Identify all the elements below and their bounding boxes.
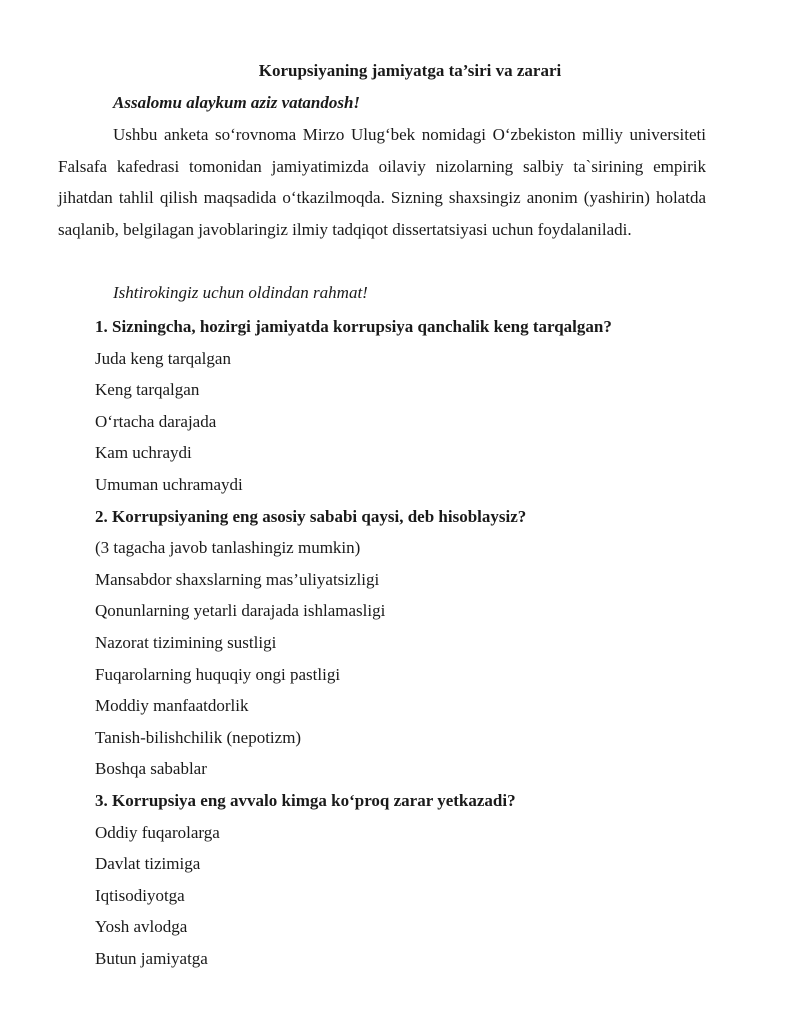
document-title: Korupsiyaning jamiyatga ta’siri va zarari — [258, 61, 562, 80]
answer-option: Yosh avlodga — [95, 917, 188, 937]
question-title: 1. Sizningcha, hozirgi jamiyatda korrupsiya qanchalik keng tarqalgan? — [95, 317, 612, 336]
question-title: 3. Korrupsiya eng avvalo kimga ko‘proq zarar yetkazadi? — [95, 790, 516, 810]
questions-list — [95, 311, 735, 974]
answer-option: Boshqa sabablar — [95, 759, 207, 779]
answer-option: Keng tarqalgan — [95, 380, 200, 400]
answer-option: Tanish-bilishchilik (nepotizm) — [95, 727, 302, 747]
answer-option: Umuman uchramaydi — [95, 474, 243, 494]
question-note: (3 tagacha javob tanlashingiz mumkin) — [95, 538, 361, 558]
answer-option: Fuqarolarning huquqiy ongi pastligi — [95, 664, 341, 684]
greeting-text: Assalomu alaykum aziz vatandosh! — [113, 93, 361, 112]
answer-option: Oddiy fuqarolarga — [95, 822, 220, 842]
answer-option: Davlat tizimiga — [95, 854, 201, 874]
intro-paragraph: Ushbu anketa so‘rovnoma Mirzo Ulug‘bek nomidagi O‘zbekiston milliy universiteti Falsafa kafedrasi tomonidan jamiyatimizda oilaviy nizolarning salbiy ta`sirining empirik jihatdan tahlil qilish maqsadida o‘tkazilmoqda. Sizning shaxsingiz anonim (yashirin) holatda saqlanib, belgilagan javoblaringiz ilmiy tadqiqot dissertatsiyasi uchun foydalaniladi. — [58, 125, 706, 239]
answer-option: Moddiy manfaatdorlik — [95, 696, 249, 716]
answer-option: Butun jamiyatga — [95, 948, 208, 968]
answer-option: Qonunlarning yetarli darajada ishlamasligi — [95, 601, 386, 621]
answer-option: Juda keng tarqalgan — [95, 348, 231, 368]
answer-option: Iqtisodiyotga — [95, 885, 185, 905]
answer-option: Kam uchraydi — [95, 443, 192, 463]
answer-option: Mansabdor shaxslarning mas’uliyatsizligi — [95, 569, 380, 589]
answer-option: O‘rtacha darajada — [95, 411, 217, 431]
answer-option: Nazorat tizimining sustligi — [95, 632, 277, 652]
thanks-text: Ishtirokingiz uchun oldindan rahmat! — [113, 283, 368, 302]
question-title: 2. Korrupsiyaning eng asosiy sababi qaysi, deb hisoblaysiz? — [95, 506, 527, 526]
